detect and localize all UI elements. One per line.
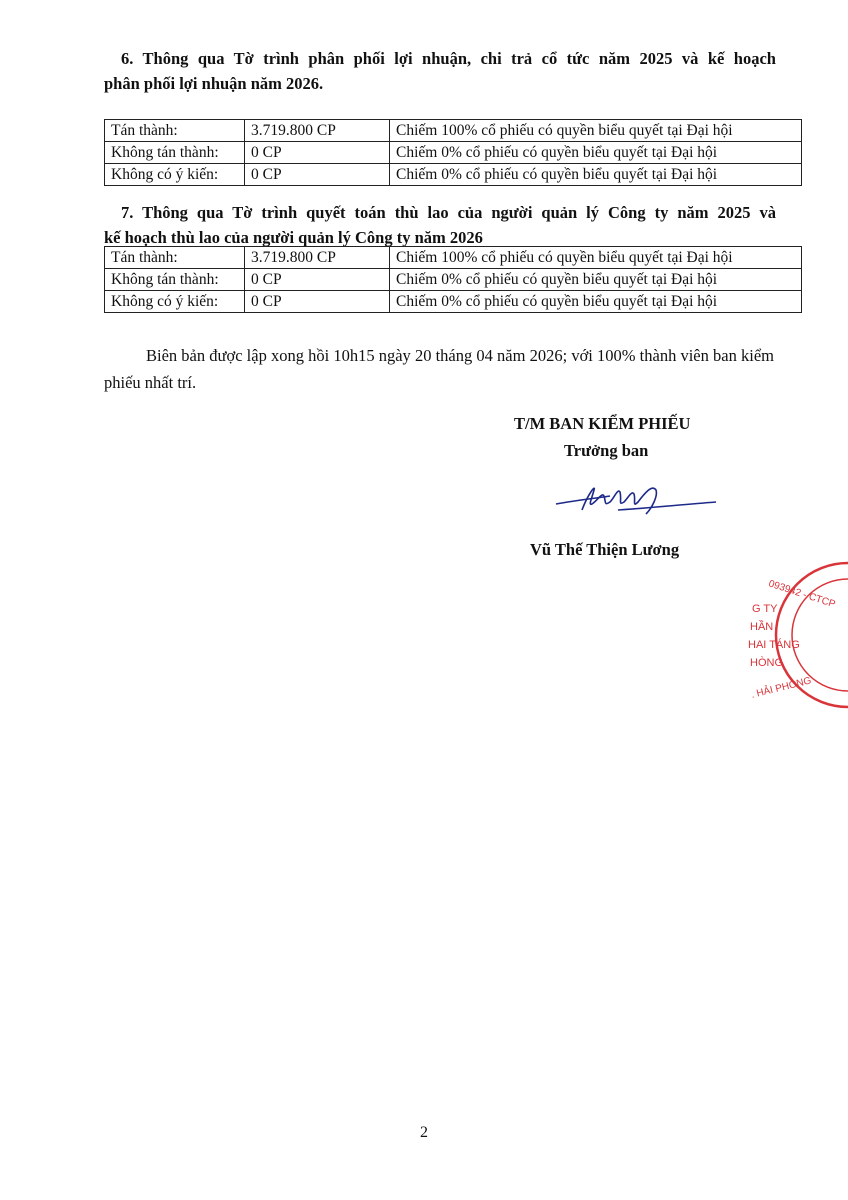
table-row xyxy=(105,269,802,291)
table-row xyxy=(105,164,802,186)
section-6-heading xyxy=(104,46,776,96)
vote-shares: 0 CP xyxy=(245,291,390,313)
vote-percentage: Chiếm 0% cổ phiếu có quyền biểu quyết tại Đại hội xyxy=(390,142,802,164)
vote-label: Không tán thành: xyxy=(105,269,245,291)
vote-label: Không có ý kiến: xyxy=(105,291,245,313)
section-6-title-line1: 6. Thông qua Tờ trình phân phối lợi nhuận, chi trả cổ tức năm 2025 và kế hoạch xyxy=(121,49,776,68)
vote-shares: 0 CP xyxy=(245,269,390,291)
vote-label: Tán thành: xyxy=(105,247,245,269)
svg-text:. HẢI PHÒNG: . HẢI PHÒNG xyxy=(750,675,813,701)
closing-paragraph: Biên bản được lập xong hồi 10h15 ngày 20 tháng 04 năm 2026; với 100% thành viên ban kiểm phiếu nhất trí. xyxy=(104,346,774,392)
table-row xyxy=(105,291,802,313)
vote-percentage: Chiếm 100% cổ phiếu có quyền biểu quyết tại Đại hội xyxy=(390,120,802,142)
svg-text:HAI TÁNG: HAI TÁNG xyxy=(748,639,800,651)
company-stamp xyxy=(738,560,848,710)
vote-shares: 0 CP xyxy=(245,142,390,164)
vote-percentage: Chiếm 0% cổ phiếu có quyền biểu quyết tại Đại hội xyxy=(390,291,802,313)
signature-role: T/M BAN KIỂM PHIẾU xyxy=(514,414,691,433)
vote-percentage: Chiếm 100% cổ phiếu có quyền biểu quyết tại Đại hội xyxy=(390,247,802,269)
svg-text:G TY: G TY xyxy=(752,603,778,615)
section-7-title-line1: 7. Thông qua Tờ trình quyết toán thù lao của người quản lý Công ty năm 2025 và xyxy=(121,203,776,222)
vote-label: Không có ý kiến: xyxy=(105,164,245,186)
table-row xyxy=(105,247,802,269)
page-number: 2 xyxy=(420,1124,428,1141)
section-7-title-line2: kế hoạch thù lao của người quản lý Công ty năm 2026 xyxy=(104,228,483,247)
section-6-title-line2: phân phối lợi nhuận năm 2026. xyxy=(104,74,324,93)
vote-shares: 3.719.800 CP xyxy=(245,120,390,142)
handwritten-signature xyxy=(548,474,728,534)
table-row xyxy=(105,142,802,164)
vote-shares: 3.719.800 CP xyxy=(245,247,390,269)
section-7-vote-table xyxy=(104,246,802,313)
vote-shares: 0 CP xyxy=(245,164,390,186)
vote-label: Không tán thành: xyxy=(105,142,245,164)
svg-text:HẦN: HẦN xyxy=(750,621,774,633)
signatory-name: Vũ Thế Thiện Lương xyxy=(530,540,680,559)
signature-subtitle: Trưởng ban xyxy=(564,441,649,460)
vote-percentage: Chiếm 0% cổ phiếu có quyền biểu quyết tại Đại hội xyxy=(390,164,802,186)
vote-percentage: Chiếm 0% cổ phiếu có quyền biểu quyết tại Đại hội xyxy=(390,269,802,291)
svg-text:093942 - CTCP: 093942 - CTCP xyxy=(767,578,837,611)
section-6-vote-table xyxy=(104,119,802,186)
vote-label: Tán thành: xyxy=(105,120,245,142)
table-row xyxy=(105,120,802,142)
svg-text:HÒNG: HÒNG xyxy=(750,657,783,669)
section-7-heading xyxy=(104,200,776,250)
